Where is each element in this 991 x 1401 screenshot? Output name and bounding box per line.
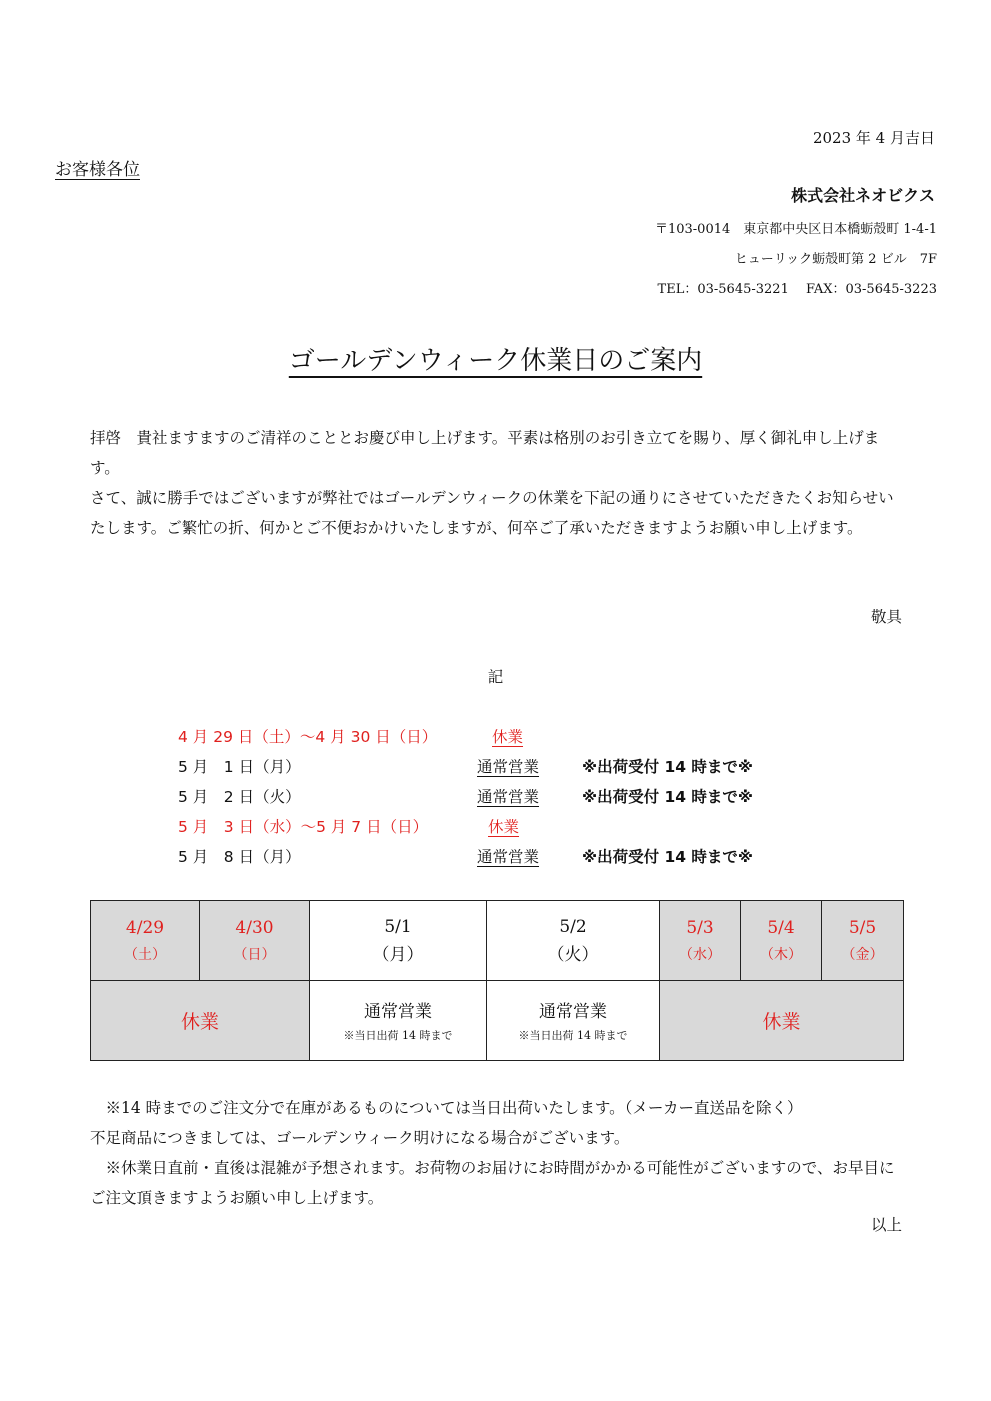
schedule-date: 4 月 29 日（土）～4 月 30 日（日）	[178, 728, 438, 746]
schedule-status: 休業	[492, 728, 524, 746]
note-congestion: ※休業日直前・直後は混雑が予想されます。お荷物のお届けにお時間がかかる可能性がございますので、お早目にご注文頂きますようお願い申し上げます。	[90, 1159, 895, 1207]
schedule-row	[178, 755, 818, 779]
schedule-status: 休業	[488, 818, 520, 836]
schedule-date: 5 月 8 日（月）	[178, 848, 301, 866]
calendar-day-cell	[310, 901, 487, 981]
calendar-day-cell	[822, 901, 904, 981]
calendar-day-cell	[487, 901, 660, 981]
calendar-day-cell	[741, 901, 822, 981]
calendar-open-cell	[487, 981, 660, 1061]
calendar-closed-cell	[660, 981, 904, 1061]
schedule-note: ※出荷受付 14 時まで※	[582, 788, 754, 806]
calendar-weekday: （月）	[372, 944, 424, 965]
address-line-1: 〒103-0014 東京都中央区日本橋蛎殻町 1-4-1	[654, 222, 937, 237]
calendar-date: 5/1	[384, 916, 412, 937]
schedule-row	[178, 785, 818, 809]
document-title	[0, 340, 991, 377]
schedule-status: 通常営業	[477, 788, 540, 806]
calendar-day-cell	[91, 901, 200, 981]
calendar-day-cell	[660, 901, 741, 981]
addressee: お客様各位	[55, 160, 140, 180]
calendar-weekday: （水）	[679, 946, 721, 963]
document-title-text: ゴールデンウィーク休業日のご案内	[288, 346, 703, 376]
contact-line: TEL：03-5645-3221 FAX：03-5645-3223	[657, 282, 937, 297]
calendar-open-label: 通常営業	[364, 1001, 432, 1022]
calendar-day-cell	[200, 901, 310, 981]
schedule-row	[178, 725, 818, 749]
schedule-note: ※出荷受付 14 時まで※	[582, 758, 754, 776]
calendar-open-label: 通常営業	[539, 1001, 607, 1022]
calendar-open-cell	[310, 981, 487, 1061]
note-same-day-shipping: ※14 時までのご注文分で在庫があるものについては当日出荷いたします。（メーカー直送品を除く）	[105, 1099, 803, 1117]
schedule-row	[178, 815, 818, 839]
schedule-date: 5 月 2 日（火）	[178, 788, 301, 806]
note-shortage: 不足商品につきましては、ゴールデンウィーク明けになる場合がございます。	[90, 1129, 630, 1147]
calendar-date: 5/2	[559, 916, 587, 937]
ki-heading: 記	[487, 668, 504, 686]
schedule-date: 5 月 1 日（月）	[178, 758, 301, 776]
document-date: 2023 年 4 月吉日	[812, 129, 935, 147]
calendar-closed-cell	[91, 981, 310, 1061]
calendar-closed-label: 休業	[180, 1011, 219, 1033]
calendar-weekday: （火）	[547, 944, 599, 965]
calendar-date: 5/5	[848, 917, 877, 938]
calendar-weekday: （金）	[841, 946, 884, 963]
schedule-status: 通常営業	[477, 848, 540, 866]
calendar-date: 5/4	[767, 917, 795, 938]
closing-keigu: 敬具	[870, 608, 902, 626]
address-line-2: ヒューリック蛎殻町第 2 ビル 7F	[734, 252, 937, 267]
holiday-calendar-table	[90, 900, 904, 1061]
schedule-note: ※出荷受付 14 時まで※	[582, 848, 754, 866]
calendar-date: 4/30	[235, 917, 274, 938]
closing-ijou: 以上	[870, 1216, 902, 1234]
schedule-row	[178, 845, 818, 869]
calendar-weekday: （日）	[233, 946, 276, 963]
schedule-date: 5 月 3 日（水）～5 月 7 日（日）	[178, 818, 429, 836]
schedule-status: 通常営業	[477, 758, 540, 776]
calendar-open-note: ※当日出荷 14 時まで	[343, 1028, 453, 1042]
calendar-open-note: ※当日出荷 14 時まで	[518, 1028, 628, 1042]
greeting-paragraph: 拝啓 貴社ますますのご清祥のこととお慶び申し上げます。平素は格別のお引き立てを賜り、厚く御礼申し上げます。	[90, 429, 880, 477]
calendar-date: 5/3	[686, 917, 714, 938]
company-name: 株式会社ネオビクス	[791, 186, 935, 205]
calendar-weekday: （木）	[760, 946, 802, 963]
calendar-closed-label: 休業	[762, 1011, 801, 1033]
calendar-date: 4/29	[125, 917, 165, 938]
notice-paragraph: さて、誠に勝手ではございますが弊社ではゴールデンウィークの休業を下記の通りにさせていただきたくお知らせいたします。ご繁忙の折、何かとご不便おかけいたしますが、何卒ご了承いただきますようお願い申し上げます。	[90, 489, 894, 537]
calendar-weekday: （土）	[124, 946, 166, 963]
